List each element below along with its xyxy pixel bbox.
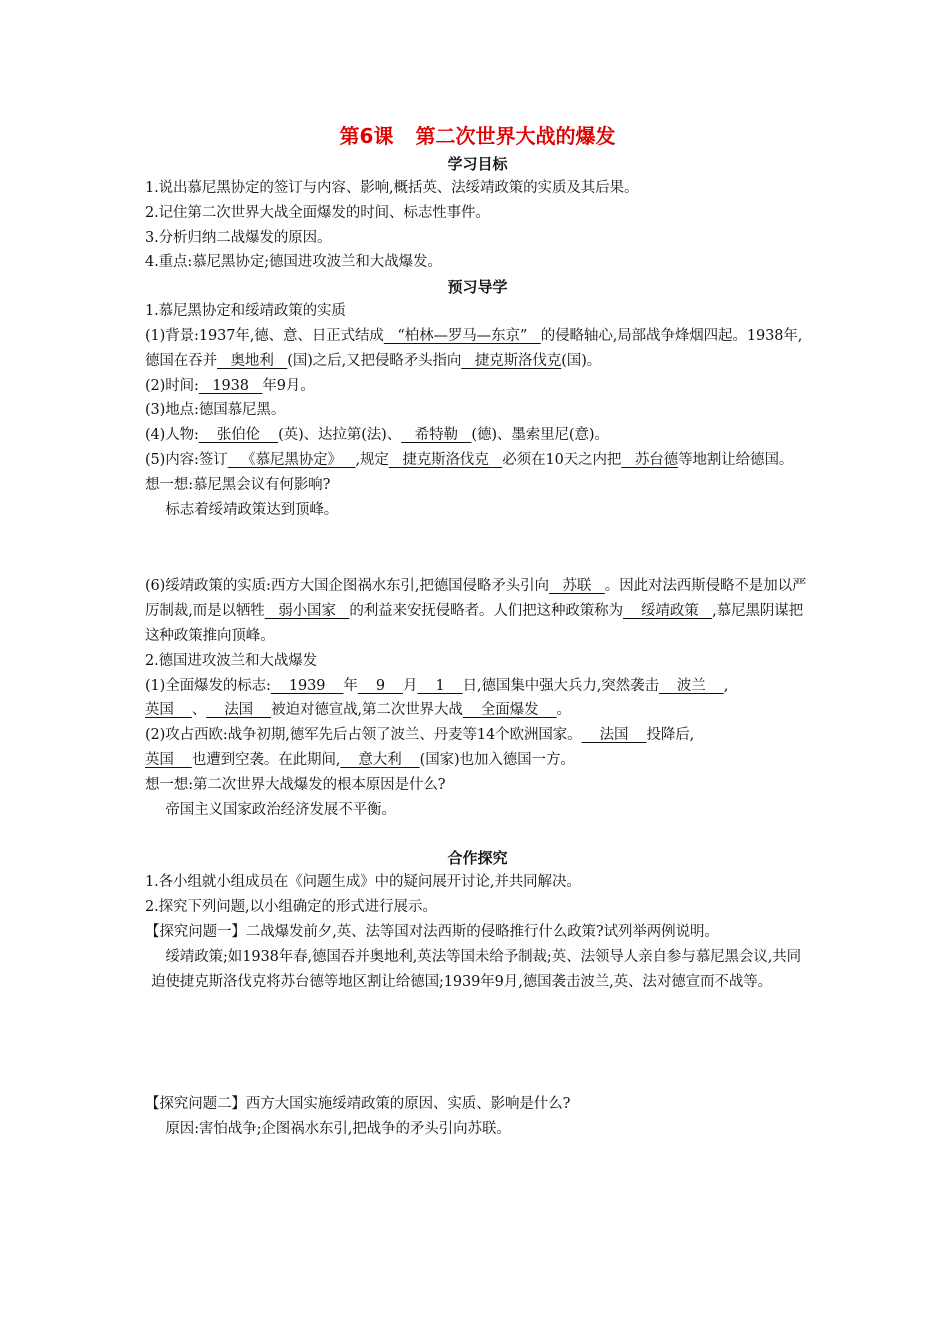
essence-paragraph: (6)绥靖政策的实质:西方大国企图祸水东引,把德国侵略矛头引向 苏联 。因此对法西斯侵略不是加以严厉制裁,而是以牺牲 弱小国家 的利益来安抚侵略者。人们把这种政策称为 绥靖政策 ,慕尼黑阴谋把这种政策推向顶峰。 [145, 578, 807, 644]
content-paragraph: (5)内容:签订 《慕尼黑协定》 ,规定 捷克斯洛伐克 必须在10天之内把 苏台德等地割让给德国。 [145, 451, 794, 468]
answer-blank: 苏联 [548, 578, 605, 595]
answer-blank: 全面爆发 [462, 702, 557, 719]
answer-blank: 1 [417, 677, 463, 694]
answer-blank: 弱小国家 [264, 603, 350, 620]
answer-blank: 英国 [145, 702, 192, 719]
answer-blank: 意大利 [340, 751, 420, 768]
think-answer: 帝国主义国家政治经济发展不平衡。 [165, 801, 396, 818]
explore-answer-1: 绥靖政策;如1938年春,德国吞并奥地利,英法等国未给予制裁;英、法领导人亲自参与慕尼黑会议,共同迫使捷克斯洛伐克将苏台德等地区割让给德国;1939年9月,德国袭击波兰,英、法对德宣而不战等。 [151, 948, 802, 990]
answer-blank: 法国 [206, 702, 272, 719]
people-line: (4)人物: 张伯伦 (英)、达拉第(法)、 希特勒 (德)、墨索里尼(意)。 [145, 427, 609, 444]
worksheet-page [145, 120, 810, 1142]
answer-blank: 希特勒 [401, 427, 472, 444]
answer-blank: 1939 [270, 677, 344, 694]
answer-blank: 《慕尼黑协定》 [227, 451, 356, 468]
answer-blank: 法国 [581, 727, 647, 744]
think-answer: 标志着绥靖政策达到顶峰。 [165, 501, 339, 518]
answer-blank: 苏台德 [621, 451, 679, 468]
answer-blank: 英国 [145, 751, 192, 768]
coop-item: 1.各小组就小组成员在《问题生成》中的疑问展开讨论,并共同解决。 [145, 874, 581, 891]
west-europe-paragraph: (2)攻占西欧:战争初期,德军先后占领了波兰、丹麦等14个欧洲国家。 法国 投降后, 英国 也遭到空袭。在此期间, 意大利 (国家)也加入德国一方。 [145, 727, 695, 768]
answer-blank: 1938 [198, 377, 263, 394]
answer-blank: 波兰 [658, 677, 724, 694]
answer-blank: 绥靖政策 [622, 603, 713, 620]
explore-question-1: 【探究问题一】二战爆发前夕,英、法等国对法西斯的侵略推行什么政策?试列举两例说明。 [145, 923, 719, 940]
answer-blank: 9 [357, 677, 404, 694]
explore-question-2: 【探究问题二】西方大国实施绥靖政策的原因、实质、影响是什么? [145, 1096, 571, 1113]
think-question: 想一想:慕尼黑会议有何影响? [145, 476, 331, 493]
preview-heading: 预习导学 [447, 278, 508, 297]
goals-heading: 学习目标 [447, 155, 508, 173]
lesson-title [145, 120, 810, 152]
section-2-title: 2.德国进攻波兰和大战爆发 [145, 652, 318, 669]
outbreak-paragraph: (1)全面爆发的标志: 1939 年 9 月 1 日,德国集中强大兵力,突然袭击 波兰 , 英国 、 法国 被迫对德宣战,第二次世界大战 全面爆发 。 [145, 677, 729, 719]
goal-item: 1.说出慕尼黑协定的签订与内容、影响,概括英、法绥靖政策的实质及其后果。 [145, 180, 639, 196]
coop-item: 2.探究下列问题,以小组确定的形式进行展示。 [145, 899, 437, 916]
time-line: (2)时间: 1938 年9月。 [145, 377, 315, 394]
explore-answer-2: 原因:害怕战争;企图祸水东引,把战争的矛头引向苏联。 [165, 1121, 511, 1138]
answer-blank: 捷克斯洛伐克 [388, 451, 503, 468]
goal-item: 4.重点:慕尼黑协定;德国进攻波兰和大战爆发。 [145, 254, 442, 271]
answer-blank: 捷克斯洛伐克 [461, 352, 562, 369]
goal-item: 2.记住第二次世界大战全面爆发的时间、标志性事件。 [145, 204, 490, 221]
think-question: 想一想:第二次世界大战爆发的根本原因是什么? [145, 776, 446, 793]
lesson-name: 第二次世界大战的爆发 [415, 124, 616, 148]
coop-heading: 合作探究 [447, 849, 508, 868]
section-1-title: 1.慕尼黑协定和绥靖政策的实质 [145, 303, 346, 320]
goal-item: 3.分析归纳二战爆发的原因。 [145, 229, 332, 246]
background-paragraph: (1)背景:1937年,德、意、日正式结成 “柏林—罗马—东京” 的侵略轴心,局部战争烽烟四起。1938年,德国在吞并 奥地利 (国)之后,又把侵略矛头指向 捷克斯洛伐克(国)。 [145, 327, 803, 369]
answer-blank: 张伯伦 [198, 427, 279, 444]
place-line: (3)地点:德国慕尼黑。 [145, 402, 286, 419]
answer-blank: “柏林—罗马—东京” [383, 327, 541, 344]
answer-blank: 奥地利 [217, 352, 288, 369]
lesson-number: 第6课 [339, 124, 394, 148]
